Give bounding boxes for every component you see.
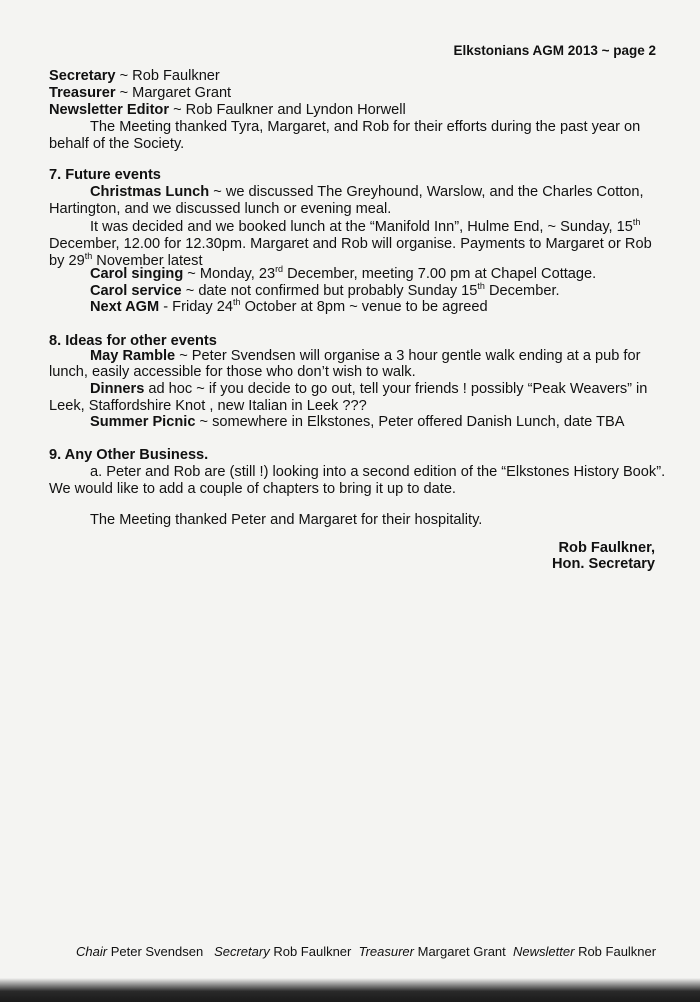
secretary-label: Secretary	[49, 68, 116, 84]
footer-treasurer-label: Treasurer	[358, 944, 414, 959]
footer-newsletter-label: Newsletter	[513, 944, 575, 959]
carol-service-sup: th	[477, 281, 485, 292]
next-agm-b: October at 8pm ~ venue to be agreed	[240, 299, 488, 315]
hospitality-thanks: The Meeting thanked Peter and Margaret for their hospitality.	[90, 512, 483, 528]
may-ramble-line	[90, 348, 640, 365]
christmas-lunch-line	[90, 184, 644, 201]
officers-thanks-line-2: behalf of the Society.	[49, 136, 185, 152]
christmas-lunch-line-2: Hartington, and we discussed lunch or evening meal.	[49, 201, 392, 217]
decided-line-2: December, 12.00 for 12.30pm. Margaret and Rob will organise. Payments to Margaret or Rob	[49, 236, 652, 252]
carol-service-line	[90, 283, 560, 300]
next-agm-a: - Friday 24	[159, 299, 234, 315]
dinners-label: Dinners	[90, 381, 145, 397]
dinners-line	[90, 381, 647, 398]
carol-service-label: Carol service	[90, 283, 182, 299]
next-agm-line	[90, 299, 488, 316]
page-header: Elkstonians AGM 2013 ~ page 2	[453, 43, 656, 58]
carol-service-b: December.	[484, 283, 560, 299]
carol-singing-label: Carol singing	[90, 266, 184, 282]
decided-3a: by 29	[49, 253, 85, 269]
footer-treasurer-name: Margaret Grant	[417, 944, 506, 959]
dinners-text: ad hoc ~ if you decide to go out, tell your friends ! possibly “Peak Weavers” in	[144, 381, 648, 397]
next-agm-label: Next AGM	[90, 299, 160, 315]
decided-line-1	[90, 219, 640, 236]
treasurer-value: ~ Margaret Grant	[115, 85, 232, 101]
christmas-lunch-text: ~ we discussed The Greyhound, Warslow, and the Charles Cotton,	[209, 184, 644, 200]
section-8-heading: 8. Ideas for other events	[49, 333, 217, 349]
section-9-heading: 9. Any Other Business.	[49, 447, 209, 463]
carol-singing-b: December, meeting 7.00 pm at Chapel Cottage.	[283, 266, 597, 282]
treasurer-line	[49, 85, 231, 102]
editor-line	[49, 102, 406, 119]
footer-secretary-name: Rob Faulkner	[273, 944, 352, 959]
footer-secretary-label: Secretary	[214, 944, 270, 959]
treasurer-label: Treasurer	[49, 85, 116, 101]
footer-newsletter-name: Rob Faulkner	[578, 944, 657, 959]
may-ramble-line-2: lunch, easily accessible for those who don’t wish to walk.	[49, 364, 416, 380]
scan-bottom-shadow	[0, 978, 700, 1002]
may-ramble-text: ~ Peter Svendsen will organise a 3 hour gentle walk ending at a pub for	[175, 348, 641, 364]
carol-service-a: ~ date not confirmed but probably Sunday 15	[181, 283, 478, 299]
secretary-value: ~ Rob Faulkner	[115, 68, 220, 84]
decided-3-sup: th	[84, 251, 93, 262]
signature-name: Rob Faulkner,	[558, 540, 655, 556]
carol-singing-sup: rd	[275, 264, 284, 275]
may-ramble-label: May Ramble	[90, 348, 176, 364]
editor-label: Newsletter Editor	[49, 102, 170, 118]
secretary-line	[49, 68, 220, 85]
carol-singing-line	[90, 266, 596, 283]
page-footer	[76, 944, 656, 959]
decided-sup: th	[632, 217, 641, 228]
next-agm-sup: th	[233, 297, 241, 308]
summer-picnic-text: ~ somewhere in Elkstones, Peter offered Danish Lunch, date TBA	[195, 414, 625, 430]
decided-3b: November latest	[92, 253, 203, 269]
footer-chair-label: Chair	[76, 944, 108, 959]
editor-value: ~ Rob Faulkner and Lyndon Horwell	[169, 102, 406, 118]
aob-line-1: a. Peter and Rob are (still !) looking into a second edition of the “Elkstones History Book”.	[90, 464, 666, 480]
carol-singing-a: ~ Monday, 23	[183, 266, 276, 282]
aob-line-2: We would like to add a couple of chapters to bring it up to date.	[49, 481, 456, 497]
section-7-heading: 7. Future events	[49, 167, 161, 183]
decided-text: It was decided and we booked lunch at the “Manifold Inn”, Hulme End, ~ Sunday, 15	[90, 219, 633, 235]
summer-picnic-label: Summer Picnic	[90, 414, 196, 430]
officers-thanks-line-1: The Meeting thanked Tyra, Margaret, and Rob for their efforts during the past year on	[90, 119, 641, 135]
signature-title: Hon. Secretary	[551, 556, 655, 572]
christmas-lunch-label: Christmas Lunch	[90, 184, 210, 200]
footer-chair-name: Peter Svendsen	[110, 944, 204, 959]
summer-picnic-line	[90, 414, 624, 431]
dinners-line-2: Leek, Staffordshire Knot , new Italian in Leek ???	[49, 398, 367, 414]
